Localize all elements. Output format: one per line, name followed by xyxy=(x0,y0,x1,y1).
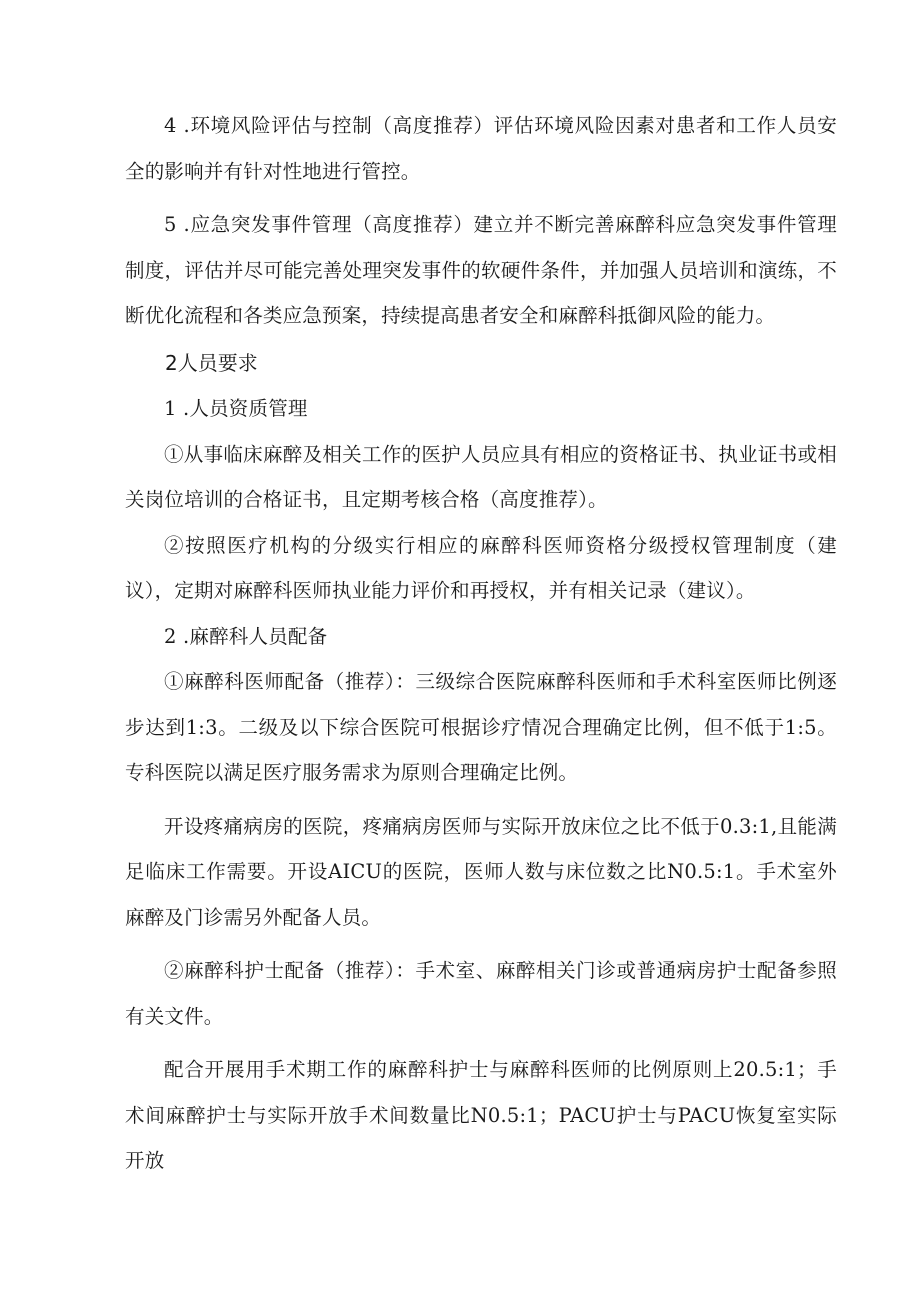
paragraph-qualification-2: ②按照医疗机构的分级实行相应的麻醉科医师资格分级授权管理制度（建议），定期对麻醉科医师执业能力评价和再授权，并有相关记录（建议）。 xyxy=(125,533,837,602)
paragraph-physician-staffing: ①麻醉科医师配备（推荐）：三级综合医院麻醉科医师和手术科室医师比例逐步达到1:3。二级及以下综合医院可根据诊疗情况合理确定比例，但不低于1:5。专科医院以满足医疗服务需求为原则合理确定比例。 xyxy=(125,670,837,784)
subheading-staffing: 2 .麻醉科人员配备 xyxy=(164,624,328,648)
document-body xyxy=(125,103,837,1184)
paragraph-nurse-staffing: ②麻醉科护士配备（推荐）：手术室、麻醉相关门诊或普通病房护士配备参照有关文件。 xyxy=(125,959,837,1028)
section-heading-personnel: 2人员要求 xyxy=(165,350,258,375)
paragraph-qualification-1: ①从事临床麻醉及相关工作的医护人员应具有相应的资格证书、执业证书或相关岗位培训的合格证书，且定期考核合格（高度推荐）。 xyxy=(125,442,837,511)
paragraph-emergency-management: 5 .应急突发事件管理（高度推荐）建立并不断完善麻醉科应急突发事件管理制度，评估并尽可能完善处理突发事件的软硬件条件，并加强人员培训和演练，不断优化流程和各类应急预案，持续提高患者安全和麻醉科抵御风险的能力。 xyxy=(125,213,837,327)
subheading-qualification: 1 .人员资质管理 xyxy=(164,397,308,420)
paragraph-pain-ward: 开设疼痛病房的医院，疼痛病房医师与实际开放床位之比不低于0.3:1,且能满足临床工作需要。开设AICU的医院，医师人数与床位数之比N0.5:1。手术室外麻醉及门诊需另外配备人员。 xyxy=(125,814,837,929)
paragraph-nurse-ratio: 配合开展用手术期工作的麻醉科护士与麻醉科医师的比例原则上20.5:1；手术间麻醉护士与实际开放手术间数量比N0.5:1；PACU护士与PACU恢复室实际开放 xyxy=(125,1058,837,1172)
paragraph-environment-risk: 4 .环境风险评估与控制（高度推荐）评估环境风险因素对患者和工作人员安全的影响并有针对性地进行管控。 xyxy=(125,114,837,183)
